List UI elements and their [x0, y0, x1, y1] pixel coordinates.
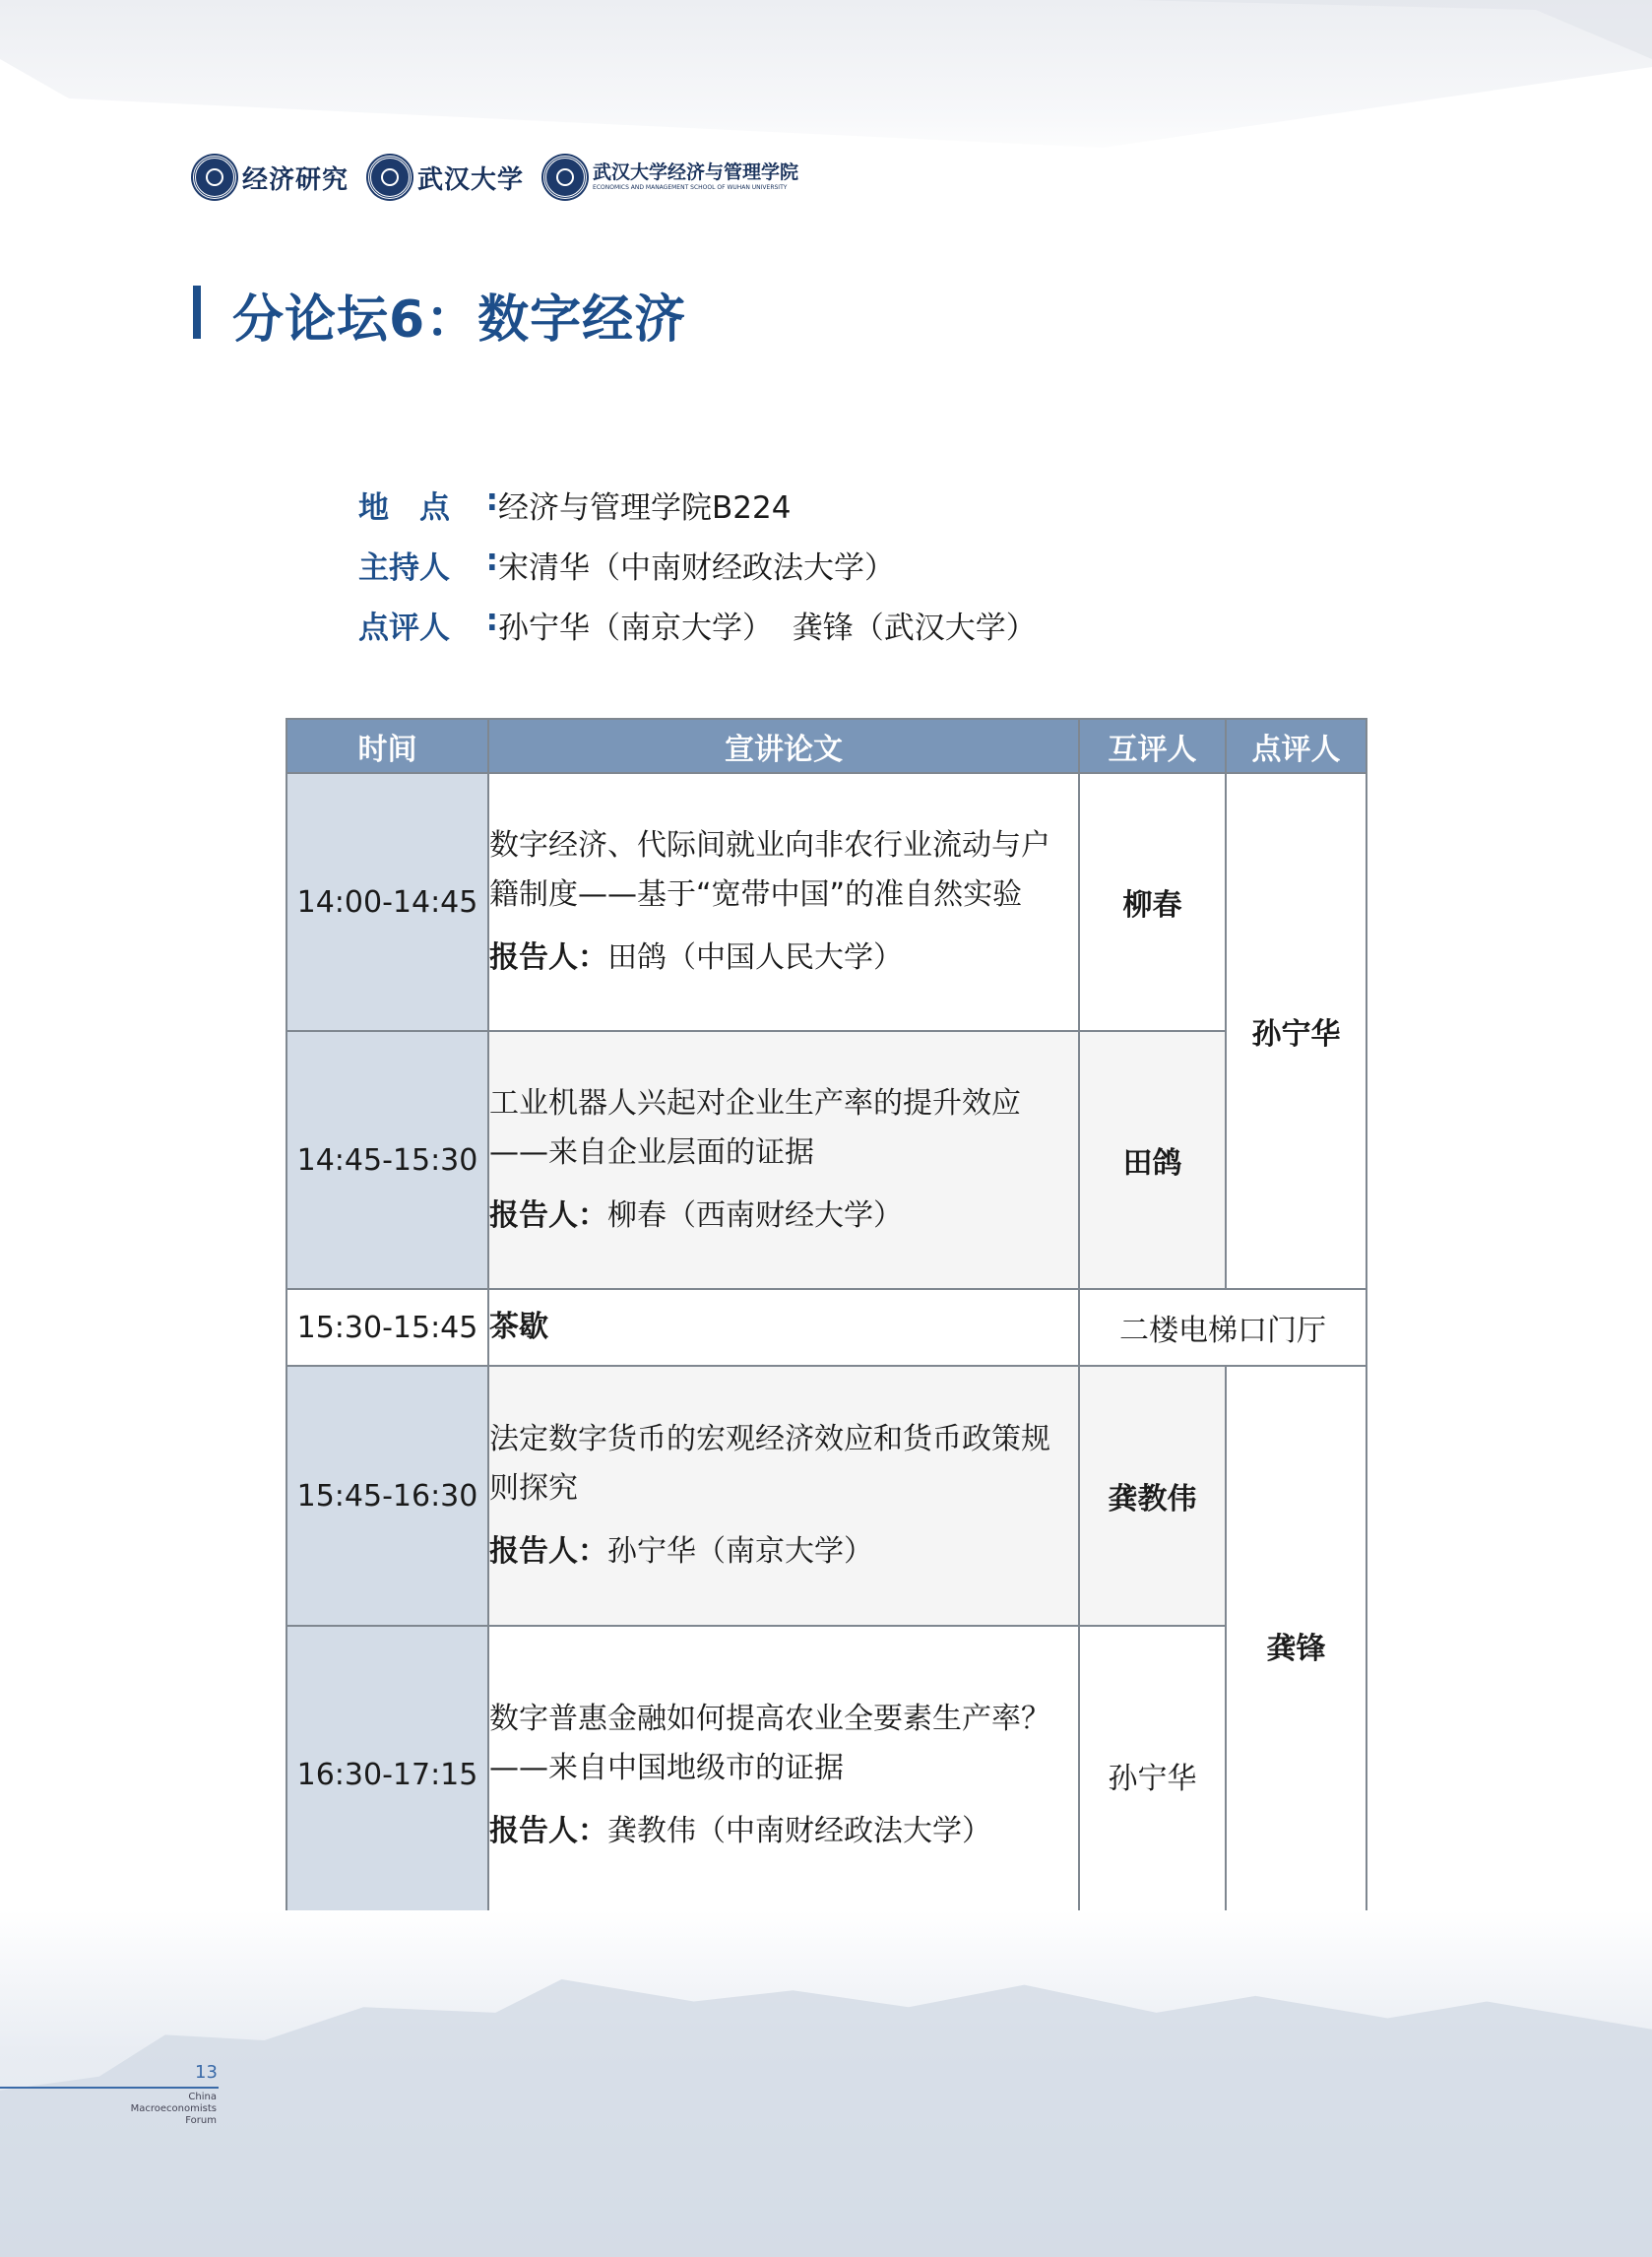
- table-row-break: [286, 1289, 1366, 1366]
- time-cell: 14:45-15:30: [286, 1031, 488, 1289]
- table-row: [286, 1366, 1366, 1626]
- logo-ems: [543, 156, 798, 199]
- paper-cell: [488, 1366, 1079, 1626]
- col-header-commentator: 点评人: [1226, 719, 1366, 773]
- emblem-icon: [193, 156, 236, 199]
- header-decoration: [0, 0, 1652, 167]
- table-row: [286, 773, 1366, 1031]
- table-row: [286, 1031, 1366, 1289]
- whu-seal-icon: [368, 156, 412, 199]
- paper-reporter: 报告人：孙宁华（南京大学）: [489, 1534, 873, 1569]
- location-value: 经济与管理学院B224: [498, 490, 792, 526]
- title-accent-bar: [193, 286, 201, 339]
- paper-title: 数字普惠金融如何提高农业全要素生产率？——来自中国地级市的证据: [489, 1701, 1050, 1785]
- page-number-rule: [0, 2087, 219, 2089]
- time-cell: 14:00-14:45: [286, 773, 488, 1031]
- time-cell: 16:30-17:15: [286, 1626, 488, 1924]
- session-info: [358, 475, 1037, 655]
- logo-text: 武汉大学经济与管理学院: [593, 161, 799, 183]
- peer-cell: 柳春: [1079, 773, 1226, 1031]
- break-cell: 茶歇: [488, 1289, 1079, 1366]
- logo-bar: [193, 156, 798, 199]
- break-place-cell: 二楼电梯口门厅: [1079, 1289, 1366, 1366]
- col-header-paper: 宣讲论文: [488, 719, 1079, 773]
- info-location: [358, 475, 1037, 535]
- peer-cell: 孙宁华: [1079, 1626, 1226, 1924]
- brand-line: Forum: [185, 2115, 217, 2126]
- forum-brand: [98, 2092, 217, 2127]
- time-cell: 15:30-15:45: [286, 1289, 488, 1366]
- info-reviewers: [358, 595, 1037, 655]
- time-cell: 15:45-16:30: [286, 1366, 488, 1626]
- paper-title: 数字经济、代际间就业向非农行业流动与户籍制度——基于“宽带中国”的准自然实验: [489, 828, 1050, 912]
- info-label: 点评人 :: [358, 603, 498, 646]
- info-label: 地 点 :: [358, 483, 498, 526]
- table-header-row: [286, 719, 1366, 773]
- paper-reporter: 报告人：柳春（西南财经大学）: [489, 1198, 903, 1233]
- table-row: [286, 1626, 1366, 1924]
- logo-economic-research: [193, 156, 349, 199]
- page-title: 分论坛6：数字经济: [232, 290, 687, 350]
- logo-subtext: ECONOMICS AND MANAGEMENT SCHOOL OF WUHAN UNIVERSITY: [593, 184, 788, 191]
- paper-cell: [488, 1626, 1079, 1924]
- paper-title: 工业机器人兴起对企业生产率的提升效应——来自企业层面的证据: [489, 1086, 1021, 1170]
- schedule-table: [286, 718, 1367, 1925]
- brand-line: China: [188, 2092, 217, 2102]
- info-host: [358, 535, 1037, 595]
- commentator-cell: 孙宁华: [1226, 773, 1366, 1289]
- page-number: 13: [195, 2062, 218, 2083]
- ems-seal-icon: [543, 156, 587, 199]
- col-header-peer: 互评人: [1079, 719, 1226, 773]
- logo-text: 武汉大学: [417, 164, 525, 195]
- paper-reporter: 报告人：田鸽（中国人民大学）: [489, 940, 903, 975]
- info-label: 主持人 :: [358, 543, 498, 586]
- logo-whu: [368, 156, 524, 199]
- peer-cell: 龚教伟: [1079, 1366, 1226, 1626]
- paper-title: 法定数字货币的宏观经济效应和货币政策规则探究: [489, 1422, 1050, 1506]
- paper-cell: [488, 773, 1079, 1031]
- paper-cell: [488, 1031, 1079, 1289]
- peer-cell: 田鸽: [1079, 1031, 1226, 1289]
- paper-reporter: 报告人：龚教伟（中南财经政法大学）: [489, 1813, 991, 1848]
- brand-line: Macroeconomists: [130, 2103, 217, 2114]
- col-header-time: 时间: [286, 719, 488, 773]
- logo-text: 经济研究: [242, 164, 349, 195]
- reviewers-value: 孙宁华（南京大学） 龚锋（武汉大学）: [498, 611, 1037, 646]
- host-value: 宋清华（中南财经政法大学）: [498, 550, 895, 586]
- commentator-cell: 龚锋: [1226, 1366, 1366, 1924]
